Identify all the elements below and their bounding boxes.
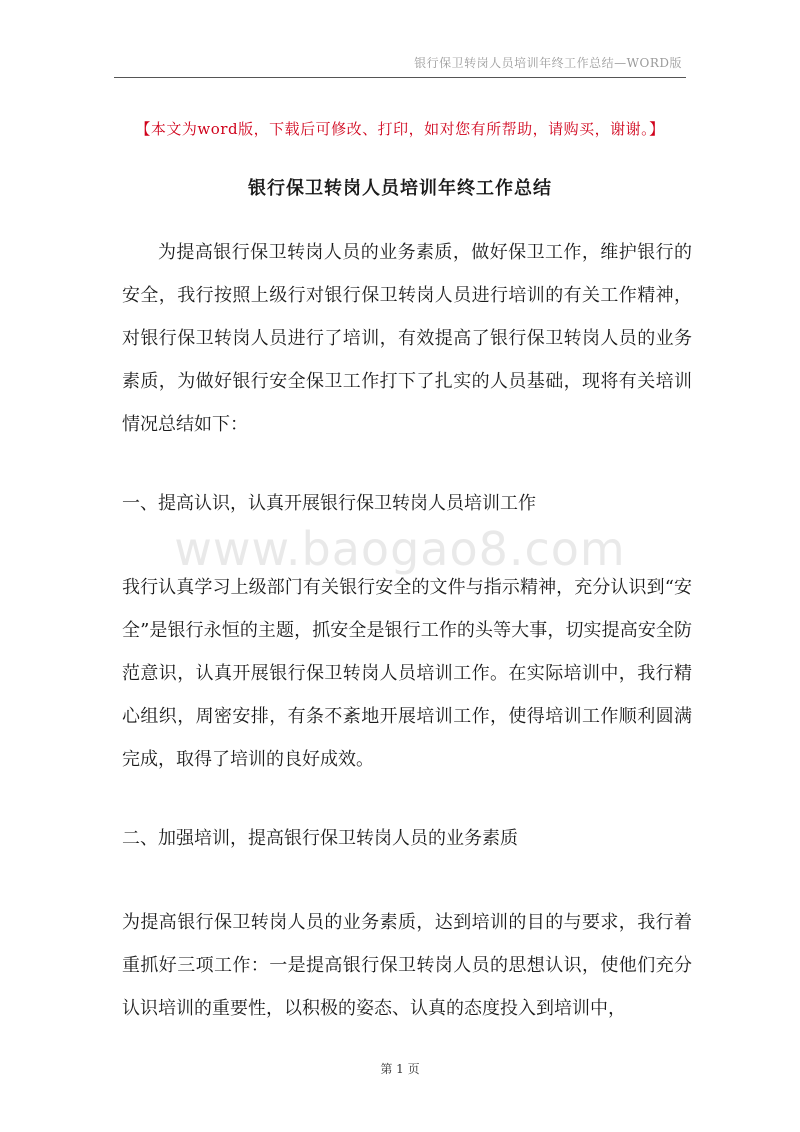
document-title: 银行保卫转岗人员培训年终工作总结 (248, 178, 552, 199)
section-1-body: 我行认真学习上级部门有关银行安全的文件与指示精神，充分认识到“安全”是银行永恒的主题，抓安全是银行工作的头等大事，切实提高安全防范意识，认真开展银行保卫转岗人员培训工作。在实际培训中，我行精心组织，周密安排，有条不紊地开展培训工作，使得培训工作顺利圆满完成，取得了培训的良好成效。 (122, 577, 692, 770)
section-2-body: 为提高银行保卫转岗人员的业务素质，达到培训的目的与要求，我行着重抓好三项工作：一是提高银行保卫转岗人员的思想认识，使他们充分认识培训的重要性，以积极的姿态、认真的态度投入到培训中， (122, 912, 692, 1019)
header-divider (114, 77, 686, 78)
running-header: 银行保卫转岗人员培训年终工作总结—WORD版 (414, 56, 682, 70)
intro-paragraph: 为提高银行保卫转岗人员的业务素质，做好保卫工作，维护银行的安全，我行按照上级行对银行保卫转岗人员进行培训的有关工作精神，对银行保卫转岗人员进行了培训，有效提高了银行保卫转岗人员的业务素质，为做好银行安全保卫工作打下了扎实的人员基础，现将有关培训情况总结如下： (122, 242, 692, 435)
page-number: 第 1 页 (380, 1062, 420, 1076)
section-1-heading: 一、提高认识，认真开展银行保卫转岗人员培训工作 (122, 493, 536, 514)
site-watermark: www.baogao8.com (174, 522, 626, 576)
section-2-heading: 二、加强培训，提高银行保卫转岗人员的业务素质 (122, 828, 518, 849)
purchase-notice: 【本文为word版，下载后可修改、打印，如对您有所帮助，请购买，谢谢。】 (135, 120, 665, 138)
